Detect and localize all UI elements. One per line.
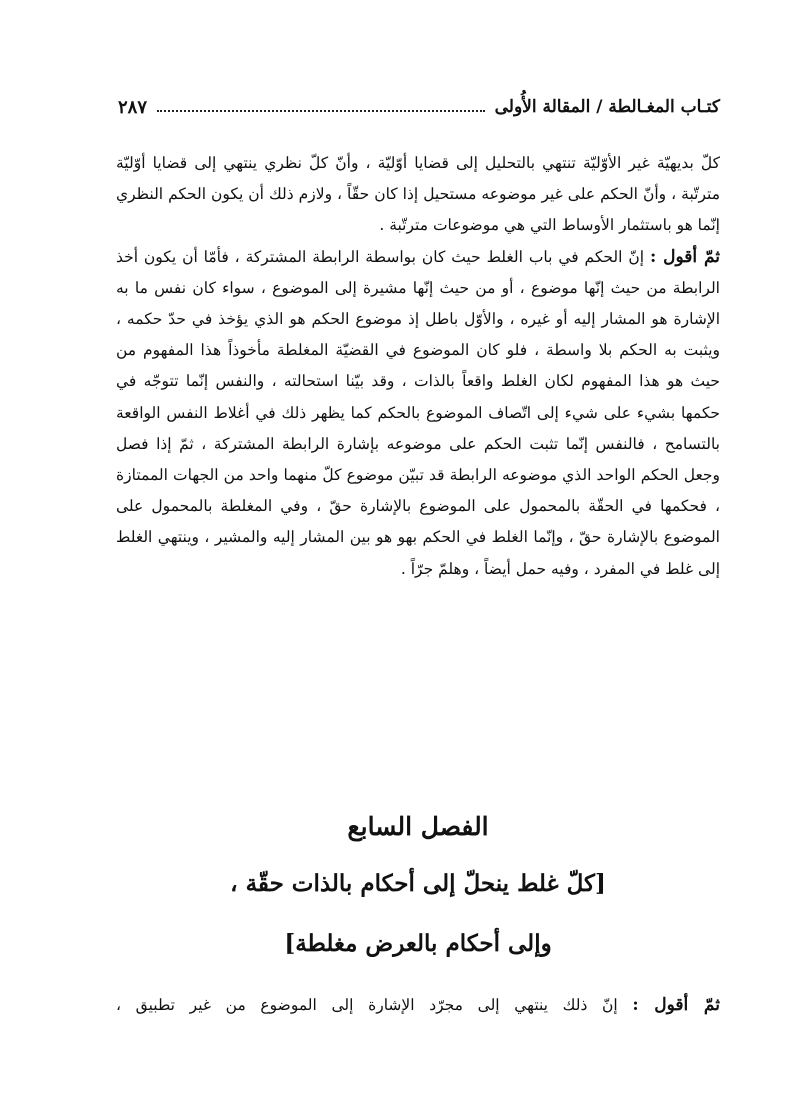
header-dot-leader (157, 110, 485, 112)
paragraph (116, 242, 720, 585)
final-paragraph (116, 990, 720, 1021)
paragraph: كلّ بديهيّة غير الأوّليّة تنتهي بالتحليل إلى قضايا أوّليّة ، وأنّ كلّ نظري ينتهي إلى قضايا أوّليّة مترتّبة ، وأنّ الحكم على غير موضوعه مستحيل إذا كان حقّاً ، ولازم ذلك أن يكون الحكم النظري إنّما هو باستثمار الأوساط التي هي موضوعات مترتّبة . (116, 154, 720, 235)
header-title: كتـاب المغـالطة / المقالة الأُولى (494, 97, 720, 117)
page-number: ٢٨٧ (118, 96, 148, 118)
paragraph-text: إنّ ذلك ينتهي إلى مجرّد الإشارة إلى الموضوع من غير تطبيق ، (116, 996, 633, 1014)
chapter-title-line-1: [كلّ غلط ينحلّ إلى أحكام بالذات حقّة ، (230, 870, 606, 897)
chapter-title-line-2: وإلى أحكام بالعرض مغلطة] (284, 930, 552, 957)
chapter-number: الفصل السابع (347, 812, 489, 841)
body-text (116, 148, 720, 585)
paragraph-text: إنّ الحكم في باب الغلط حيث كان بواسطة الرابطة المشتركة ، فأمّا أن يكون أخذ الرابطة من حيث إنّها موضوع ، أو من حيث إنّها مشيرة إلى الموضوع ، سواء كان نفس ما به الإشارة هو المشار إليه أو غيره ، والأوّل باطل إذ موضوع الحكم هو الذي يؤخذ في حدّ حكمه ، ويثبت به الحكم بلا واسطة ، فلو كان الموضوع في القضيّة المغلطة مأخوذاً هذا المفهوم من حيث هو هذا المفهوم لكان الغلط واقعاً بالذات ، وقد بيّنا استحالته ، والنفس إنّما تتوجّه في حكمها بشيء على شيء إلى اتّصاف الموضوع بالحكم كما يظهر ذلك في أغلاط النفس الواقعة بالتسامح ، فالنفس إنّما تثبت الحكم على موضوعه بإشارة الرابطة المشتركة ، ثمّ إذا فصل وجعل الحكم الواحد الذي موضوعه الرابطة قد تبيّن موضوع كلّ منهما واحد من الجهات الممتازة ، فحكمها في الحقّة بالمحمول على الموضوع بالإشارة حقّ ، وفي المغلطة بالمحمول على الموضوع بالإشارة حقّ ، وإنّما الغلط في الحكم بهو هو بين المشار إليه والمشير ، وينتهي الغلط إلى غلط في المفرد ، وفيه حمل أيضاً ، وهلمّ جرّاً . (116, 247, 720, 578)
running-header (118, 92, 720, 122)
paragraph-lead: ثمّ أقول : (649, 246, 720, 267)
paragraph-lead: ثمّ أقول : (632, 995, 720, 1015)
